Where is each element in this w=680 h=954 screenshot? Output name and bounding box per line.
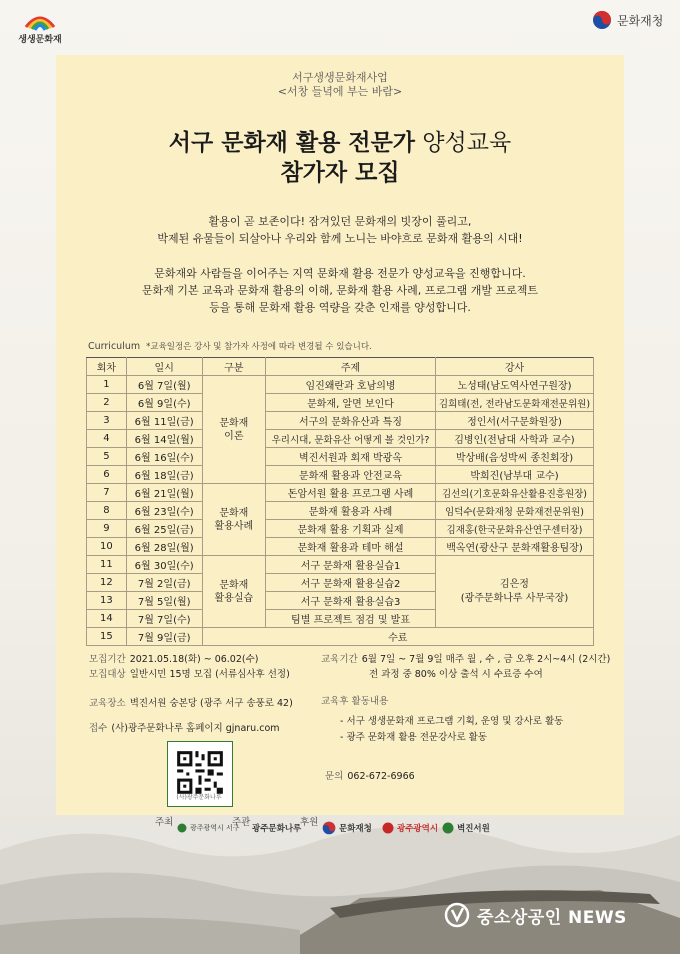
table-row bbox=[87, 538, 594, 556]
apply-info bbox=[89, 722, 280, 736]
session-date: 6월 14일(월) bbox=[126, 430, 202, 448]
support-logo-text: 광주광역시 bbox=[397, 824, 439, 834]
table-row bbox=[87, 556, 594, 574]
session-topic: 서구 문화재 활용실습1 bbox=[266, 556, 436, 574]
after-activity-item: - 광주 문화재 활용 전문강사로 활동 bbox=[340, 732, 488, 743]
session-no: 2 bbox=[87, 394, 127, 412]
kicker-line1: 서구생생문화재사업 bbox=[292, 71, 388, 84]
title-line2: 참가자 모집 bbox=[280, 160, 400, 186]
header-cell: 구분 bbox=[202, 358, 265, 376]
organizer-logo bbox=[252, 820, 301, 836]
saengsaeng-logo bbox=[10, 7, 70, 45]
info-value: 전 과정 중 80% 이상 출석 시 수료증 수여 bbox=[369, 669, 543, 680]
intro-line: 문화재 기본 교육과 문화재 활용의 이해, 문화재 활용 사례, 프로그램 개발 프로젝트 bbox=[141, 284, 539, 297]
table-row bbox=[87, 520, 594, 538]
gwangju-emblem-icon bbox=[382, 822, 394, 834]
session-topic: 임진왜란과 호남의병 bbox=[266, 376, 436, 394]
session-date: 7월 5일(월) bbox=[126, 592, 202, 610]
organizer-logo-text: 광주문화나루 bbox=[252, 824, 302, 834]
recruit-target bbox=[89, 668, 290, 682]
taegeuk-icon bbox=[322, 821, 336, 835]
session-date: 6월 11일(금) bbox=[126, 412, 202, 430]
table-row bbox=[87, 466, 594, 484]
session-date: 6월 18일(금) bbox=[126, 466, 202, 484]
intro-line: 박제된 유물들이 되살아나 우리와 함께 노니는 바야흐로 문화재 활용의 시대! bbox=[157, 232, 523, 245]
session-topic: 문화재 활용과 테마 해설 bbox=[266, 538, 436, 556]
intro-line: 등을 통해 문화재 활용 역량을 갖춘 인재를 양성합니다. bbox=[209, 301, 471, 314]
info-value: 벽진서원 숭본당 (광주 서구 송풍로 42) bbox=[129, 698, 293, 709]
session-topic: 문화재 활용과 안전교육 bbox=[266, 466, 436, 484]
session-no: 15 bbox=[87, 628, 127, 646]
info-label: 모집대상 bbox=[89, 669, 126, 680]
header-cell: 강사 bbox=[435, 358, 593, 376]
curriculum-label bbox=[88, 340, 372, 352]
support-logo-cha bbox=[322, 820, 372, 836]
intro-paragraph-1 bbox=[56, 213, 624, 247]
edu-period bbox=[321, 653, 610, 667]
table-row bbox=[87, 502, 594, 520]
completion-info bbox=[369, 668, 543, 682]
header-cell: 회차 bbox=[87, 358, 127, 376]
session-no: 14 bbox=[87, 610, 127, 628]
session-no: 13 bbox=[87, 592, 127, 610]
session-no: 10 bbox=[87, 538, 127, 556]
session-topic: 수료 bbox=[202, 628, 593, 646]
info-value: 6월 7일 ~ 7월 9일 매주 월 , 수 , 금 오후 2시~4시 (2시간) bbox=[361, 654, 611, 665]
news-watermark bbox=[444, 900, 627, 930]
contact-info bbox=[325, 770, 415, 784]
session-lecturer: 김병인(전남대 사학과 교수) bbox=[435, 430, 593, 448]
category-cell: 문화재 활용사례 bbox=[202, 484, 265, 556]
rainbow-arc-icon bbox=[24, 7, 56, 31]
category-cell: 문화재 활용실습 bbox=[202, 556, 265, 628]
host-logo bbox=[177, 820, 240, 836]
byeokjin-emblem-icon bbox=[442, 822, 454, 834]
session-topic: 문화재 활용 기획과 실제 bbox=[266, 520, 436, 538]
info-label: 모집기간 bbox=[89, 654, 126, 665]
session-no: 3 bbox=[87, 412, 127, 430]
session-no: 9 bbox=[87, 520, 127, 538]
left-logo-text: 생생문화재 bbox=[18, 35, 62, 45]
table-row bbox=[87, 394, 594, 412]
session-no: 11 bbox=[87, 556, 127, 574]
shared-lecturer-name: 김은정 bbox=[499, 578, 529, 590]
support-label: 후원 bbox=[300, 817, 319, 828]
table-header-row bbox=[87, 358, 594, 376]
table-row bbox=[87, 430, 594, 448]
info-value: 일반시민 15명 모집 (서류심사후 선정) bbox=[129, 669, 290, 680]
host-label: 주최 bbox=[155, 817, 174, 828]
table-row bbox=[87, 628, 594, 646]
support-logo-byeokjin bbox=[442, 820, 490, 836]
table-row bbox=[87, 376, 594, 394]
info-label: 문의 bbox=[325, 771, 344, 782]
page-title bbox=[56, 128, 624, 188]
header-cell: 일시 bbox=[126, 358, 202, 376]
support-logo-gwangju bbox=[382, 820, 438, 836]
taegeuk-icon bbox=[592, 10, 612, 30]
intro-paragraph-2 bbox=[56, 265, 624, 316]
right-logo-text: 문화재청 bbox=[617, 13, 664, 28]
table-row bbox=[87, 412, 594, 430]
info-value: 062-672-6966 bbox=[347, 771, 415, 782]
shared-lecturer-cell bbox=[435, 556, 593, 628]
organizer-label: 주관 bbox=[232, 817, 251, 828]
session-no: 5 bbox=[87, 448, 127, 466]
session-topic: 서구 문화재 활용실습3 bbox=[266, 592, 436, 610]
session-topic: 문화재, 알면 보인다 bbox=[266, 394, 436, 412]
session-date: 6월 16일(수) bbox=[126, 448, 202, 466]
session-date: 6월 9일(수) bbox=[126, 394, 202, 412]
curriculum-note: *교육일정은 강사 및 참가자 사정에 따라 변경될 수 있습니다. bbox=[146, 342, 372, 352]
support-logo-text: 벽진서원 bbox=[457, 824, 490, 834]
session-date: 6월 21일(월) bbox=[126, 484, 202, 502]
session-no: 4 bbox=[87, 430, 127, 448]
session-no: 1 bbox=[87, 376, 127, 394]
session-lecturer: 노성태(남도역사연구원장) bbox=[435, 376, 593, 394]
info-label: 교육장소 bbox=[89, 698, 126, 709]
session-topic: 서구 문화재 활용실습2 bbox=[266, 574, 436, 592]
info-label: 교육후 활동내용 bbox=[321, 696, 389, 707]
kicker-line2: <서창 들녘에 부는 바람> bbox=[277, 85, 403, 98]
curriculum-table bbox=[86, 357, 594, 646]
cha-logo bbox=[592, 7, 663, 33]
session-lecturer: 박상배(음성박씨 종친회장) bbox=[435, 448, 593, 466]
session-topic: 팀별 프로젝트 점검 및 발표 bbox=[266, 610, 436, 628]
session-no: 12 bbox=[87, 574, 127, 592]
after-activity-item: - 서구 생생문화재 프로그램 기획, 운영 및 강사로 활동 bbox=[340, 716, 564, 727]
session-date: 7월 2일(금) bbox=[126, 574, 202, 592]
session-lecturer: 박희진(남부대 교수) bbox=[435, 466, 593, 484]
session-no: 6 bbox=[87, 466, 127, 484]
session-lecturer: 김희태(전, 전라남도문화재전문위원) bbox=[435, 394, 593, 412]
session-lecturer: 임덕수(문화재청 문화재전문위원) bbox=[435, 502, 593, 520]
after-activities bbox=[321, 695, 392, 709]
kicker bbox=[56, 71, 624, 99]
edu-place bbox=[89, 697, 293, 711]
session-topic: 벽진서원과 회재 박광옥 bbox=[266, 448, 436, 466]
intro-line: 활용이 곧 보존이다! 잠겨있던 문화재의 빗장이 풀리고, bbox=[208, 215, 472, 228]
session-date: 6월 25일(금) bbox=[126, 520, 202, 538]
session-no: 7 bbox=[87, 484, 127, 502]
session-date: 6월 7일(월) bbox=[126, 376, 202, 394]
session-topic: 문화재 활용과 사례 bbox=[266, 502, 436, 520]
info-label: 교육기간 bbox=[321, 654, 358, 665]
apply-link[interactable]: (사)광주문화나루 홈페이지 gjnaru.com bbox=[111, 723, 280, 734]
session-date: 7월 9일(금) bbox=[126, 628, 202, 646]
session-topic: 우리시대, 문화유산 어떻게 볼 것인가? bbox=[266, 430, 436, 448]
session-lecturer: 백옥연(광산구 문화재활용팀장) bbox=[435, 538, 593, 556]
session-date: 7월 7일(수) bbox=[126, 610, 202, 628]
session-lecturer: 정인서(서구문화원장) bbox=[435, 412, 593, 430]
session-date: 6월 28일(월) bbox=[126, 538, 202, 556]
intro-line: 문화재와 사람들을 이어주는 지역 문화재 활용 전문가 양성교육을 진행합니다. bbox=[154, 267, 526, 280]
watermark-text: 중소상공인 NEWS bbox=[477, 907, 627, 928]
session-topic: 돈암서원 활용 프로그램 사례 bbox=[266, 484, 436, 502]
qr-caption: (사)광주문화나루 bbox=[176, 794, 222, 801]
session-topic: 서구의 문화유산과 특징 bbox=[266, 412, 436, 430]
category-cell: 문화재 이론 bbox=[202, 376, 265, 484]
session-lecturer: 김재홍(한국문화유산연구센터장) bbox=[435, 520, 593, 538]
info-value: 2021.05.18(화) ~ 06.02(수) bbox=[129, 654, 259, 665]
session-lecturer: 김선의(기호문화유산활용진흥원장) bbox=[435, 484, 593, 502]
table-row bbox=[87, 484, 594, 502]
table-row bbox=[87, 448, 594, 466]
seogu-emblem-icon bbox=[177, 823, 187, 833]
news-logo-icon bbox=[444, 902, 472, 928]
header-cell: 주제 bbox=[266, 358, 436, 376]
shared-lecturer-title: (광주문화나루 사무국장) bbox=[460, 592, 569, 604]
recruit-period bbox=[89, 653, 259, 667]
curriculum-title: Curriculum bbox=[88, 341, 141, 352]
support-logo-text: 문화재청 bbox=[339, 824, 372, 834]
title-bold: 서구 문화재 활용 전문가 bbox=[168, 130, 415, 156]
session-no: 8 bbox=[87, 502, 127, 520]
title-light: 양성교육 bbox=[415, 130, 512, 156]
session-date: 6월 23일(수) bbox=[126, 502, 202, 520]
session-date: 6월 30일(수) bbox=[126, 556, 202, 574]
host-logo-text: 광주광역시 서구 bbox=[190, 824, 240, 832]
info-label: 접수 bbox=[89, 723, 108, 734]
